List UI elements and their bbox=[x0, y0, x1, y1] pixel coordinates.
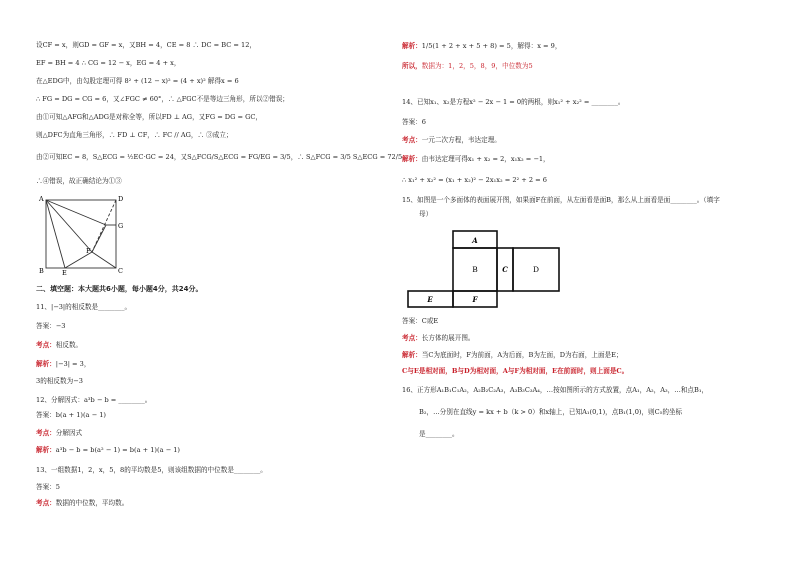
analysis-15 bbox=[402, 352, 623, 360]
point-tag: 考点： bbox=[402, 334, 422, 342]
label-a: A bbox=[39, 195, 44, 203]
analysis-tag: 解析： bbox=[36, 360, 56, 368]
so-tag: 所以， bbox=[402, 62, 422, 70]
answer-13: 答案：5 bbox=[36, 483, 60, 491]
solution-line-3: 在△EDG中，由勾股定理可得 8² + (12 − x)² = (4 + x)² 解得x = 6 bbox=[36, 77, 239, 85]
point-15 bbox=[402, 335, 475, 343]
analysis-text: 1/5(1 + 2 + x + 5 + 8) = 5，解得：x = 9， bbox=[421, 42, 562, 50]
label-d: D bbox=[118, 195, 124, 203]
analysis-text: 当C为底面时，F为前面，A为后面，B为左面，D为右面，上面是E； bbox=[421, 351, 623, 359]
analysis-tag: 解析： bbox=[36, 446, 56, 454]
label-e: E bbox=[62, 269, 67, 276]
analysis-12 bbox=[36, 447, 180, 455]
analysis-text: |−3| = 3， bbox=[55, 360, 91, 368]
question-16b: B₂，…分别在直线y = kx + b（k > 0）和x轴上，已知A₁(0,1)，点B₁(1,0)，则C₅的坐标 bbox=[419, 408, 683, 416]
analysis-14 bbox=[402, 156, 550, 164]
analysis-text: 由韦达定理可得x₁ + x₂ = 2，x₁x₂ = −1， bbox=[421, 155, 550, 163]
label-f: F bbox=[86, 247, 91, 255]
point-text: 长方体的展开图。 bbox=[421, 334, 475, 342]
question-14: 14、已知x₁、x₂是方程x² − 2x − 1 = 0的两根，则x₁² + x₂² = ________。 bbox=[402, 98, 625, 106]
answer-15: 答案：C或E bbox=[402, 317, 439, 325]
answer-12: 答案：b(a + 1)(a − 1) bbox=[36, 411, 106, 419]
label-g: G bbox=[118, 222, 124, 230]
face-c: C bbox=[502, 265, 508, 274]
question-15b: 母） bbox=[419, 210, 433, 218]
question-12: 12、分解因式：a³b − b = ________。 bbox=[36, 396, 152, 404]
point-11 bbox=[36, 342, 82, 350]
point-tag: 考点： bbox=[36, 341, 56, 349]
label-b: B bbox=[39, 267, 44, 275]
answer-14: 答案：6 bbox=[402, 118, 426, 126]
cuboid-net-figure bbox=[404, 228, 564, 310]
analysis-13 bbox=[402, 43, 561, 51]
solution-line-7: 由②可知EC = 8，S△ECG = ½EC·GC = 24，又S△FCG/S△ECG = FG/EG = 3/5，∴ S△FCG = 3/5 S△ECG = 72/5 bbox=[36, 153, 403, 161]
point-tag: 考点： bbox=[402, 136, 422, 144]
point-text: 分解因式 bbox=[55, 429, 83, 437]
analysis-11b: 3的相反数为−3 bbox=[36, 377, 83, 385]
analysis-11 bbox=[36, 361, 90, 369]
point-14 bbox=[402, 137, 501, 145]
point-12 bbox=[36, 430, 82, 438]
question-16c: 是________。 bbox=[419, 430, 459, 438]
face-e: E bbox=[427, 295, 433, 304]
face-b: B bbox=[472, 265, 478, 274]
analysis-tag: 解析： bbox=[402, 42, 422, 50]
analysis-tag: 解析： bbox=[402, 351, 422, 359]
face-d: D bbox=[532, 265, 540, 274]
point-text: 相反数。 bbox=[55, 341, 83, 349]
point-tag: 考点： bbox=[36, 499, 56, 507]
question-16: 16、正方形A₁B₁C₁A₂，A₂B₂C₂A₃，A₃B₃C₃A₄，…按如图所示的方式放置，点A₁，A₂，A₃，…和点B₁， bbox=[402, 386, 709, 394]
solution-conclusion: ∴④错误，故正确结论为①③ bbox=[36, 177, 122, 185]
point-13 bbox=[36, 500, 128, 508]
solution-line-5: 由①可知△AFG和△ADG是对称全等，所以FD ⊥ AG，又FG = DG = GC， bbox=[36, 113, 262, 121]
analysis-14b: ∴ x₁² + x₂² = (x₁ + x₂)² − 2x₁x₂ = 2² + 2 = 6 bbox=[402, 176, 547, 184]
analysis-text: 数据为：1，2，5，8，9，中位数为5 bbox=[421, 62, 533, 70]
face-a: A bbox=[472, 236, 478, 245]
analysis-13b bbox=[402, 63, 533, 71]
solution-line-2: EF = BH = 4 ∴ CG = 12 − x，EG = 4 + x， bbox=[36, 59, 181, 67]
analysis-tag: 解析： bbox=[402, 155, 422, 163]
analysis-15b: C与E是相对面，B与D为相对面，A与F为相对面，E在前面时，则上面是C。 bbox=[402, 367, 629, 375]
point-text: 数据的中位数，平均数。 bbox=[55, 499, 129, 507]
question-15: 15、如图是一个多面体的表面展开图，如果面F在前面，从左面看是面B，那么从上面看是面________。（填字 bbox=[402, 196, 720, 204]
face-f: F bbox=[472, 295, 478, 304]
solution-line-4: ∴ FG = DG = CG = 6，又∠FGC ≠ 60°，∴ △FGC不是等边三角形，所以②错误； bbox=[36, 95, 289, 103]
question-13: 13、一组数据1，2，x，5，8的平均数是5，则该组数据的中位数是________。 bbox=[36, 466, 267, 474]
point-text: 一元二次方程，韦达定理。 bbox=[421, 136, 501, 144]
solution-line-6: 则△DFC为直角三角形，∴ FD ⊥ CF，∴ FC // AG，∴ ③成立； bbox=[36, 131, 233, 139]
square-figure bbox=[36, 192, 126, 276]
analysis-text: a³b − b = b(a² − 1) = b(a + 1)(a − 1) bbox=[55, 446, 180, 454]
label-c: C bbox=[118, 267, 123, 275]
question-11: 11、|−3|的相反数是________。 bbox=[36, 303, 132, 311]
point-tag: 考点： bbox=[36, 429, 56, 437]
section-heading: 二、填空题：本大题共6小题，每小题4分，共24分。 bbox=[36, 285, 203, 293]
answer-11: 答案：−3 bbox=[36, 322, 66, 330]
solution-line-1: 设CF = x，则GD = GF = x，又BH = 4，CE = 8 ∴ DC = BC = 12， bbox=[36, 41, 256, 49]
